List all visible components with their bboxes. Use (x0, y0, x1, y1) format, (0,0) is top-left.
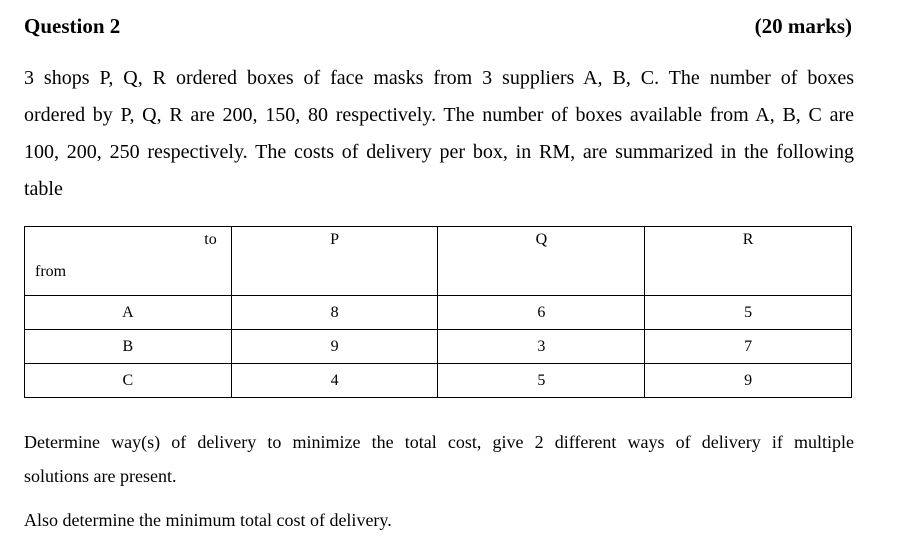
table-corner-cell (25, 227, 232, 296)
question-header (24, 14, 852, 44)
table-cell: 9 (231, 330, 438, 364)
row-label-supplier: A (25, 296, 232, 330)
corner-from-label: from (35, 263, 67, 280)
table-row (25, 364, 852, 398)
delivery-cost-table (24, 226, 852, 398)
instruction-line: solutions are present. (24, 466, 177, 486)
table-row (25, 296, 852, 330)
intro-line: 3 shops P, Q, R ordered boxes of face masks from 3 suppliers A, B, C. The number of boxes (24, 67, 854, 89)
instruction-final: Also determine the minimum total cost of delivery. (24, 510, 392, 530)
table-cell: 7 (645, 330, 852, 364)
row-label-supplier: B (25, 330, 232, 364)
instruction-paragraph (24, 425, 854, 493)
table-cell: 9 (645, 364, 852, 398)
table-cell: 5 (645, 296, 852, 330)
table-header-row (25, 227, 852, 296)
row-label-supplier: C (25, 364, 232, 398)
question-intro (24, 60, 854, 208)
table-cell: 6 (438, 296, 645, 330)
column-header-label: R (742, 231, 754, 248)
table-row (25, 330, 852, 364)
column-header-r (645, 227, 852, 296)
column-header-p (231, 227, 438, 296)
table-cell: 5 (438, 364, 645, 398)
table-cell: 8 (231, 296, 438, 330)
corner-to-label: to (204, 231, 217, 248)
table-cell: 3 (438, 330, 645, 364)
intro-line: 100, 200, 250 respectively. The costs of delivery per box, in RM, are summarized in the following (24, 141, 854, 163)
column-header-label: P (330, 231, 340, 248)
table-cell: 4 (231, 364, 438, 398)
column-header-q (438, 227, 645, 296)
intro-line: ordered by P, Q, R are 200, 150, 80 respectively. The number of boxes available from A, B, C are (24, 104, 854, 126)
question-marks: (20 marks) (754, 14, 852, 38)
question-title: Question 2 (24, 14, 121, 38)
intro-line: table (24, 178, 63, 200)
column-header-label: Q (535, 231, 548, 248)
instruction-line: Determine way(s) of delivery to minimize the total cost, give 2 different ways of delivery if multiple (24, 432, 854, 452)
